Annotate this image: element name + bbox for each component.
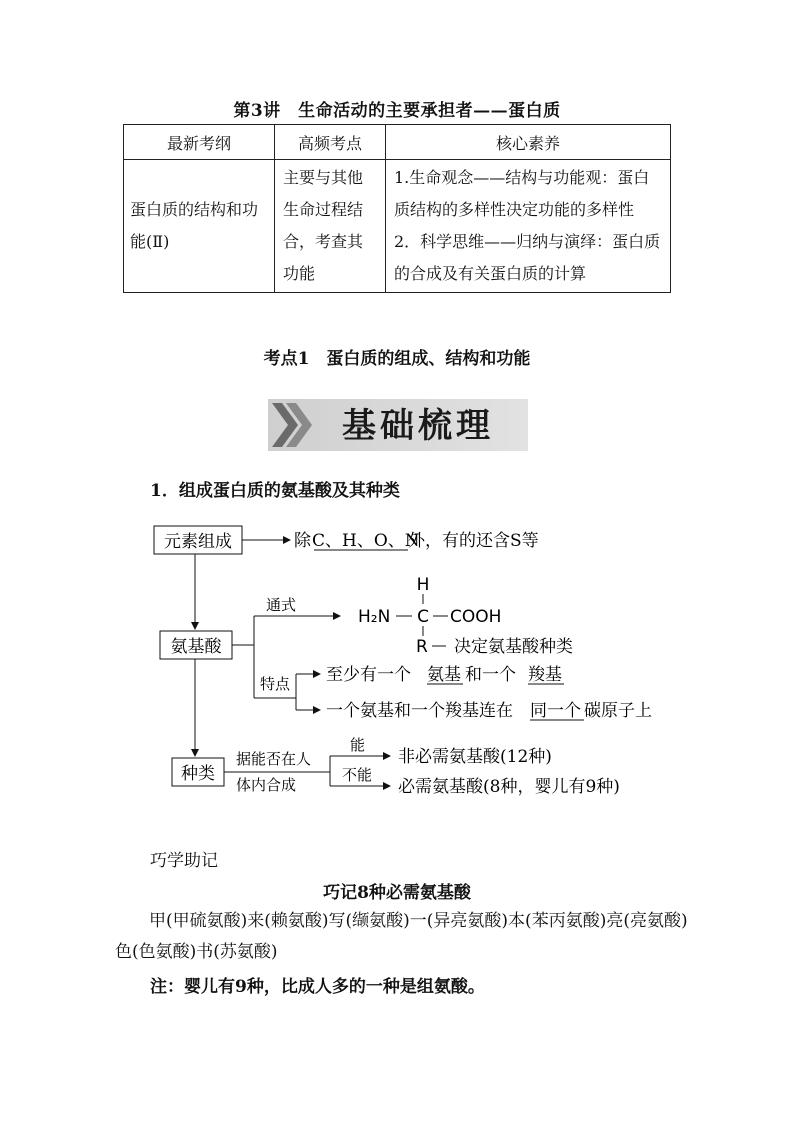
feature-1-amino: 氨基 <box>427 665 461 685</box>
section-title: 考点1 蛋白质的组成、结构和功能 <box>263 349 531 369</box>
table-header-row <box>124 125 671 160</box>
criterion-2: 体内合成 <box>236 776 297 794</box>
note-text: 注：婴儿有9种，比成人多的一种是组氨酸。 <box>150 977 485 997</box>
outline-table <box>123 124 671 293</box>
formula-r-note: 决定氨基酸种类 <box>454 637 573 657</box>
mnemonic-paragraph: 甲(甲硫氨酸)来(赖氨酸)写(缬氨酸)一(异亮氨酸)本(苯丙氨酸)亮(亮氨酸)色(色氨酸)书(苏氨酸) <box>115 911 688 962</box>
table-row <box>124 160 671 293</box>
heading-amino-acids: 1．组成蛋白质的氨基酸及其种类 <box>150 481 400 501</box>
banner <box>268 399 528 451</box>
box-amino-label: 氨基酸 <box>170 637 222 657</box>
header-key-point: 高频考点 <box>275 125 386 160</box>
cell-key-point: 主要与其他生命过程结合，考查其功能 <box>275 160 386 293</box>
nonessential-text: 非必需氨基酸(12种) <box>398 747 552 767</box>
tip-label: 巧学助记 <box>150 851 218 871</box>
formula-h-top: H <box>416 575 430 595</box>
elements-pre: 除 <box>294 531 311 551</box>
lecture-title: 第3讲 生命活动的主要承担者——蛋白质 <box>233 101 561 121</box>
feature-1-pre: 至少有一个 <box>326 665 411 685</box>
formula-c: C <box>417 607 429 627</box>
feature-label: 特点 <box>260 675 291 693</box>
elements-post: 外，有的还含S等 <box>408 531 539 551</box>
header-outline: 最新考纲 <box>124 125 275 160</box>
criterion-1: 据能否在人 <box>236 750 312 768</box>
header-literacy: 核心素养 <box>386 125 671 160</box>
feature-2-pre: 一个氨基和一个羧基连在 <box>326 701 513 721</box>
cannot-label: 不能 <box>342 766 373 784</box>
general-label: 通式 <box>266 596 297 614</box>
tip-title: 巧记8种必需氨基酸 <box>323 883 471 903</box>
amino-acid-diagram <box>140 518 700 808</box>
literacy-item-2: 2．科学思维——归纳与演绎：蛋白质的合成及有关蛋白质的计算 <box>394 232 661 283</box>
cell-literacy <box>386 160 671 293</box>
formula-h2n: H₂N <box>358 607 391 627</box>
literacy-item-1: 1.生命观念——结构与功能观：蛋白质结构的多样性决定功能的多样性 <box>394 168 650 219</box>
elements-list: C、H、O、N <box>312 531 420 551</box>
feature-2-post: 碳原子上 <box>584 701 652 721</box>
box-elements-label: 元素组成 <box>164 532 232 552</box>
can-label: 能 <box>350 736 366 754</box>
essential-text: 必需氨基酸(8种，婴儿有9种) <box>398 777 620 797</box>
feature-2-same: 同一个 <box>530 701 581 721</box>
box-kinds-label: 种类 <box>181 764 215 784</box>
cell-outline: 蛋白质的结构和功能(Ⅱ) <box>124 160 275 293</box>
formula-r: R <box>416 637 428 657</box>
feature-1-mid: 和一个 <box>465 665 516 685</box>
formula-cooh: COOH <box>450 607 502 627</box>
banner-text: 基础梳理 <box>342 406 494 446</box>
feature-1-carboxyl: 羧基 <box>528 665 562 685</box>
